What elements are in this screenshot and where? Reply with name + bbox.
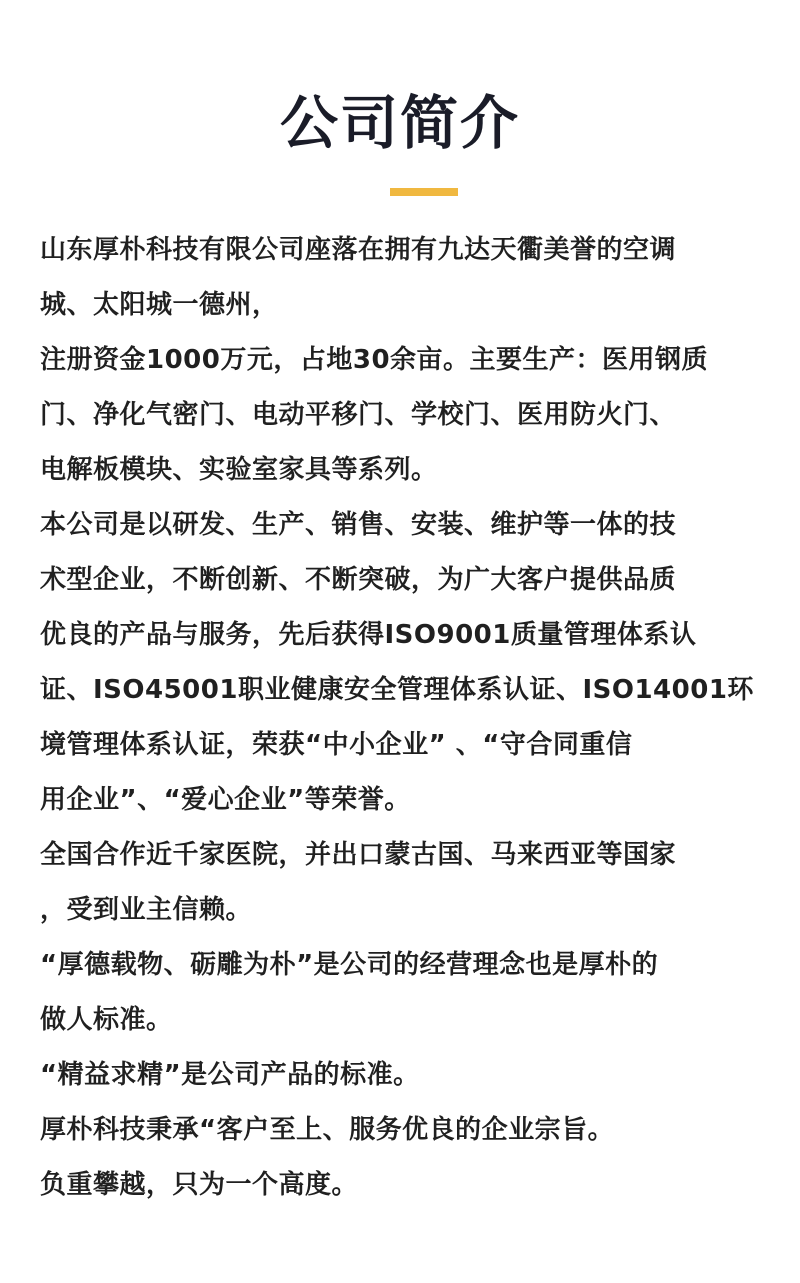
intro-line: 境管理体系认证，荣获“中小企业” 、“守合同重信 xyxy=(40,730,633,760)
intro-line: 负重攀越，只为一个高度。 xyxy=(40,1170,359,1200)
intro-line: 全国合作近千家医院，并出口蒙古国、马来西亚等国家 xyxy=(40,840,677,870)
intro-line: 门、净化气密门、电动平移门、学校门、医用防火门、 xyxy=(40,400,677,430)
intro-line: 本公司是以研发、生产、销售、安装、维护等一体的技 xyxy=(40,510,677,540)
title-underline xyxy=(390,188,458,196)
intro-line: 做人标准。 xyxy=(40,1005,173,1035)
intro-line: “精益求精”是公司产品的标准。 xyxy=(40,1060,420,1090)
intro-line: 电解板模块、实验室家具等系列。 xyxy=(40,455,438,485)
intro-line: ，受到业主信赖。 xyxy=(40,895,253,925)
intro-line: 城、太阳城一德州， xyxy=(40,290,279,320)
intro-line: 优良的产品与服务，先后获得ISO9001质量管理体系认 xyxy=(40,620,697,650)
page-title: 公司简介 xyxy=(279,89,520,157)
intro-line: 术型企业，不断创新、不断突破，为广大客户提供品质 xyxy=(40,565,677,595)
intro-line: 山东厚朴科技有限公司座落在拥有九达天衢美誉的空调 xyxy=(40,235,677,265)
intro-line: 注册资金1000万元，占地30余亩。主要生产：医用钢质 xyxy=(40,345,709,375)
intro-line: 证、ISO45001职业健康安全管理体系认证、ISO14001环 xyxy=(40,675,754,705)
intro-line: “厚德载物、砺雕为朴”是公司的经营理念也是厚朴的 xyxy=(40,950,659,980)
intro-content xyxy=(40,223,765,1213)
intro-line: 厚朴科技秉承“客户至上、服务优良的企业宗旨。 xyxy=(40,1115,615,1145)
intro-line: 用企业”、“爱心企业”等荣誉。 xyxy=(40,785,411,815)
